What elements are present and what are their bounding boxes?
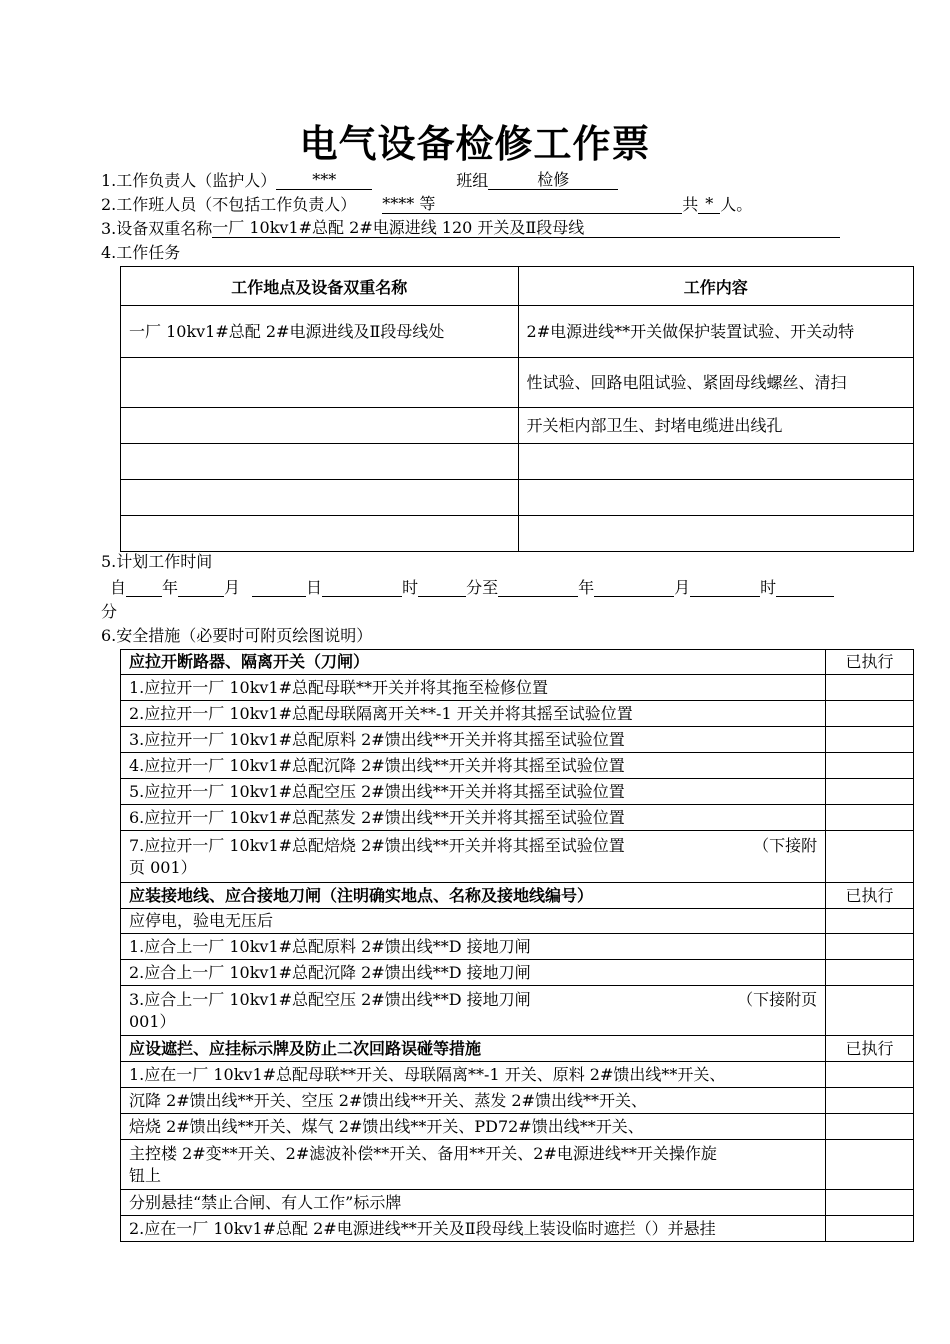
section3-item: 分别悬挂“禁止合闸、有人工作”标示牌 [121, 1190, 826, 1216]
table-row [121, 444, 914, 480]
task-content-cell [518, 444, 913, 480]
task-content-cell [518, 480, 913, 516]
table-row [121, 727, 914, 753]
section2-item3-line [129, 989, 817, 1011]
executed-cell[interactable] [826, 1190, 914, 1216]
section3-item [121, 1140, 826, 1190]
section2-item3-text: 3.应合上一厂 10kv1#总配空压 2#馈出线**D 接地刀闸 [129, 989, 531, 1009]
table-row [121, 306, 914, 358]
planned-time-fields [110, 577, 834, 599]
equipment-name-label: 3.设备双重名称 [101, 219, 213, 238]
table-row [121, 986, 914, 1036]
task-location-cell [121, 408, 519, 444]
line-work-leader [101, 170, 618, 192]
section3-item: 2.应在一厂 10kv1#总配 2#电源进线**开关及Ⅱ段母线上装设临时遮拦（）并悬挂 [121, 1216, 826, 1242]
section1-item: 5.应拉开一厂 10kv1#总配空压 2#馈出线**开关并将其摇至试验位置 [121, 779, 826, 805]
section1-item: 4.应拉开一厂 10kv1#总配沉降 2#馈出线**开关并将其摇至试验位置 [121, 753, 826, 779]
executed-cell[interactable] [826, 1062, 914, 1088]
executed-cell[interactable] [826, 805, 914, 831]
section2-item3-note: （下接附页 [737, 989, 818, 1009]
table-row [121, 1140, 914, 1190]
year2-blank [498, 577, 578, 597]
total-value: * [698, 194, 720, 214]
minute-to-label: 分至 [466, 578, 499, 597]
task-location-cell: 一厂 10kv1#总配 2#电源进线及Ⅱ段母线处 [121, 306, 519, 358]
hour2-blank [690, 577, 760, 597]
table-row [121, 753, 914, 779]
executed-cell[interactable] [826, 960, 914, 986]
team-label: 班组 [456, 171, 489, 190]
line-equipment-name [101, 218, 840, 240]
task-location-cell [121, 444, 519, 480]
table-row [121, 805, 914, 831]
from-label: 自 [110, 578, 127, 597]
executed-cell[interactable] [826, 909, 914, 934]
section1-item7-text: 7.应拉开一厂 10kv1#总配焙烧 2#馈出线**开关并将其摇至试验位置 [129, 835, 625, 855]
table-row [121, 675, 914, 701]
line-work-crew [101, 194, 752, 216]
work-leader-label: 1.工作负责人（监护人） [101, 171, 277, 190]
executed-cell[interactable] [826, 934, 914, 960]
day-label: 日 [306, 578, 323, 597]
executed-cell[interactable] [826, 675, 914, 701]
section1-item [121, 831, 826, 883]
day-blank [252, 577, 306, 597]
section1-item7-note: （下接附 [753, 835, 818, 855]
task-content-cell [518, 516, 913, 552]
task-location-cell [121, 358, 519, 408]
section3-title: 应设遮拦、应挂标示牌及防止二次回路误碰等措施 [121, 1036, 826, 1062]
section3-item: 焙烧 2#馈出线**开关、煤气 2#馈出线**开关、PD72#馈出线**开关、 [121, 1114, 826, 1140]
task-content-cell: 性试验、回路电阻试验、紧固母线螺丝、清扫 [518, 358, 913, 408]
month2-blank [594, 577, 674, 597]
table-row [121, 358, 914, 408]
section1-item: 3.应拉开一厂 10kv1#总配原料 2#馈出线**开关并将其摇至试验位置 [121, 727, 826, 753]
section1-title: 应拉开断路器、隔离开关（刀闸） [121, 650, 826, 675]
hour-blank [322, 577, 402, 597]
executed-cell[interactable] [826, 831, 914, 883]
table-row [121, 1088, 914, 1114]
section2-item: 1.应合上一厂 10kv1#总配原料 2#馈出线**D 接地刀闸 [121, 934, 826, 960]
section2-item [121, 986, 826, 1036]
executed-header: 已执行 [826, 1036, 914, 1062]
task-content-cell: 2#电源进线**开关做保护装置试验、开关动特 [518, 306, 913, 358]
executed-header: 已执行 [826, 883, 914, 909]
section1-item7-cont: 页 001） [129, 857, 197, 877]
task-content-cell: 开关柜内部卫生、封堵电缆进出线孔 [518, 408, 913, 444]
year-label: 年 [162, 578, 179, 597]
year-blank [126, 577, 162, 597]
section1-item: 2.应拉开一厂 10kv1#总配母联隔离开关**-1 开关并将其摇至试验位置 [121, 701, 826, 727]
table-row [121, 960, 914, 986]
table-row [121, 650, 914, 675]
executed-header: 已执行 [826, 650, 914, 675]
team-value: 检修 [488, 170, 618, 190]
work-task-label: 4.工作任务 [101, 243, 181, 262]
executed-cell[interactable] [826, 986, 914, 1036]
month-label: 月 [224, 578, 241, 597]
table-row [121, 1190, 914, 1216]
minute2-blank [776, 577, 834, 597]
section2-title: 应装接地线、应合接地刀闸（注明确实地点、名称及接地线编号） [121, 883, 826, 909]
executed-cell[interactable] [826, 1140, 914, 1190]
executed-cell[interactable] [826, 701, 914, 727]
table-row [121, 1216, 914, 1242]
task-location-cell [121, 516, 519, 552]
section2-item: 2.应合上一厂 10kv1#总配沉降 2#馈出线**D 接地刀闸 [121, 960, 826, 986]
minute-blank [418, 577, 466, 597]
section3-item: 1.应在一厂 10kv1#总配母联**开关、母联隔离**-1 开关、原料 2#馈出线**开关、 [121, 1062, 826, 1088]
task-location-cell [121, 480, 519, 516]
table-row [121, 934, 914, 960]
safety-measures-label: 6.安全措施（必要时可附页绘图说明） [101, 626, 373, 645]
executed-cell[interactable] [826, 1216, 914, 1242]
work-crew-value: **** 等 [382, 194, 682, 214]
work-task-table [120, 266, 914, 552]
task-header-content: 工作内容 [518, 267, 913, 306]
work-leader-value: *** [276, 170, 372, 190]
table-row [121, 1062, 914, 1088]
planned-time-label: 5.计划工作时间 [101, 552, 213, 571]
total-label: 共 [682, 195, 699, 214]
hour-label: 时 [402, 578, 419, 597]
executed-cell[interactable] [826, 727, 914, 753]
total-unit: 人。 [720, 195, 753, 214]
section3-item4-text: 主控楼 2#变**开关、2#滤波补偿**开关、备用**开关、2#电源进线**开关操作旋 [129, 1143, 717, 1163]
hour2-label: 时 [760, 578, 777, 597]
section2-item: 应停电，验电无压后 [121, 909, 826, 934]
executed-cell[interactable] [826, 1114, 914, 1140]
section1-item: 6.应拉开一厂 10kv1#总配蒸发 2#馈出线**开关并将其摇至试验位置 [121, 805, 826, 831]
table-row [121, 516, 914, 552]
table-row [121, 408, 914, 444]
table-row [121, 701, 914, 727]
table-row [121, 1036, 914, 1062]
minute2-label: 分 [101, 602, 118, 621]
section1-item7-line [129, 835, 817, 857]
section3-item: 沉降 2#馈出线**开关、空压 2#馈出线**开关、蒸发 2#馈出线**开关、 [121, 1088, 826, 1114]
task-header-location: 工作地点及设备双重名称 [121, 267, 519, 306]
table-row [121, 779, 914, 805]
section1-item: 1.应拉开一厂 10kv1#总配母联**开关并将其拖至检修位置 [121, 675, 826, 701]
work-crew-label: 2.工作班人员（不包括工作负责人） [101, 195, 357, 214]
table-row [121, 480, 914, 516]
task-table-header-row [121, 267, 914, 306]
executed-cell[interactable] [826, 753, 914, 779]
equipment-name-value: 一厂 10kv1#总配 2#电源进线 120 开关及Ⅱ段母线 [212, 218, 840, 238]
table-row [121, 831, 914, 883]
executed-cell[interactable] [826, 1088, 914, 1114]
year2-label: 年 [578, 578, 595, 597]
month2-label: 月 [674, 578, 691, 597]
executed-cell[interactable] [826, 779, 914, 805]
section3-item4-cont: 钮上 [129, 1165, 162, 1185]
table-row [121, 883, 914, 909]
safety-measures-table [120, 649, 914, 1242]
page-title: 电气设备检修工作票 [299, 122, 651, 166]
table-row [121, 909, 914, 934]
section2-item3-cont: 001） [129, 1011, 176, 1031]
month-blank [178, 577, 224, 597]
table-row [121, 1114, 914, 1140]
